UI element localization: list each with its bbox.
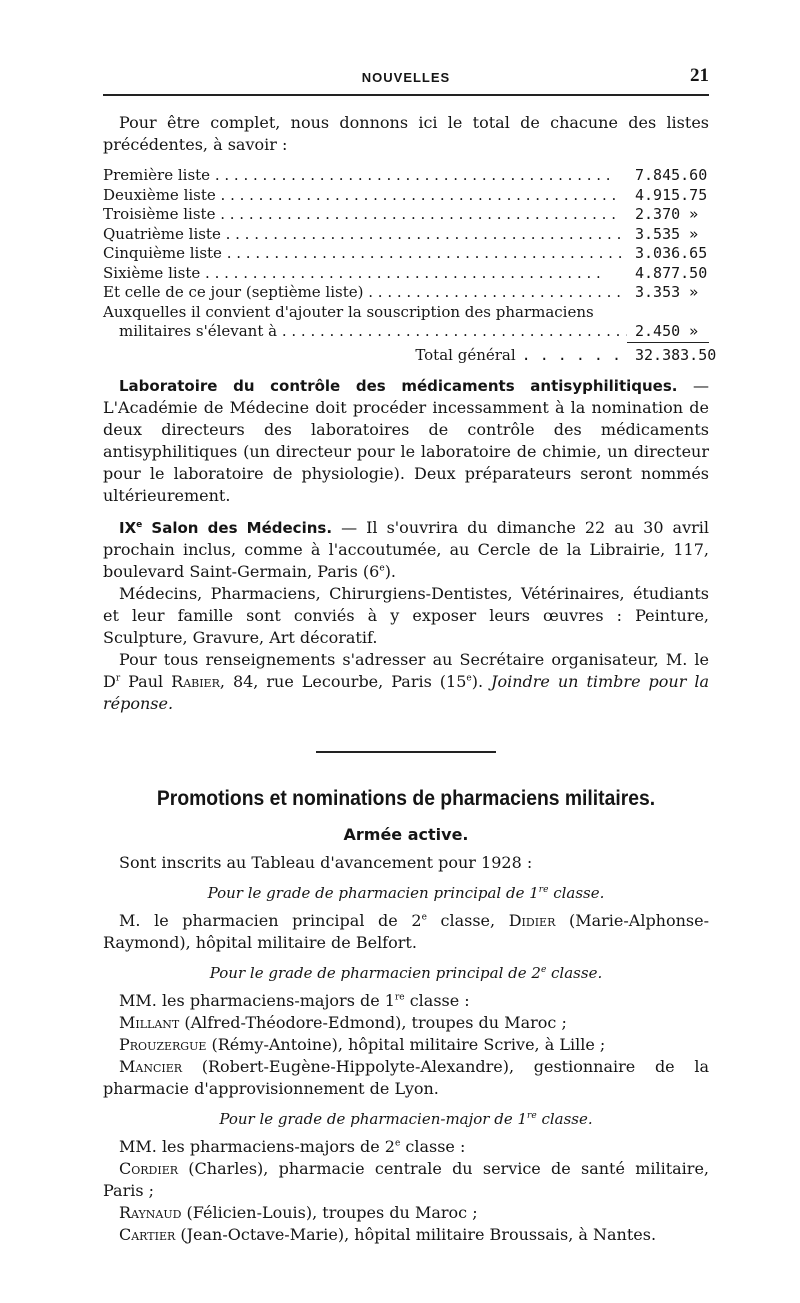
list-amount: 4.877.50 <box>635 263 708 282</box>
salon-p3-a: Pour tous renseignements s'adresser au Secrétaire organisateur, M. le D <box>103 650 709 691</box>
grade-heading-text: Pour le grade de pharmacien principal de 2 <box>209 964 541 982</box>
salon-p3-italic: Joindre un timbre pour la réponse. <box>103 672 710 713</box>
salon-p3-sup: r <box>115 673 121 684</box>
list-item <box>103 1202 709 1224</box>
salon-title-num: IX <box>119 519 137 537</box>
grade-heading-2 <box>103 964 709 982</box>
salon-p3-c: , 84, rue Lecourbe, Paris (15 <box>219 672 467 691</box>
list-item <box>103 1056 709 1100</box>
entry-text: (Charles), pharmacie centrale du service de santé militaire, Paris ; <box>103 1159 709 1200</box>
entry-text: classe : <box>404 991 470 1010</box>
page <box>103 62 717 1246</box>
entry-name: Didier <box>508 911 556 930</box>
promotions-title: Promotions et nominations de pharmaciens militaires. <box>156 787 656 810</box>
salon-paragraph-2: Médecins, Pharmaciens, Chirurgiens-Dentistes, Vétérinaires, étudiants et leur famille sont conviés à y exposer leurs œuvres : Peinture, Sculpture, Gravure, Art décoratif. <box>103 584 709 647</box>
extra-label: militaires s'élevant à . . . <box>103 322 627 342</box>
extra-line: Auxquelles il convient d'ajouter la souscription des pharmaciens <box>103 302 594 321</box>
list-item <box>103 1034 709 1056</box>
grade-heading-text: Pour le grade de pharmacien principal de 1 <box>207 884 539 902</box>
section-divider <box>316 751 496 753</box>
total-label: Total général <box>415 345 516 364</box>
lab-text: — L'Académie de Médecine doit procéder incessamment à la nomination de deux directeurs des laboratoires de contrôle des médicaments antisyphilitiques (un directeur pour le laboratoire de chimie, un directeur pour le laboratoire de physiologie). Deux préparateurs seront nommés ultérieurement. <box>103 376 709 505</box>
entry-text: (Robert-Eugène-Hippolyte-Alexandre), gestionnaire de la pharmacie d'approvisionnement de Lyon. <box>103 1057 709 1098</box>
subscription-list <box>103 166 717 365</box>
entry-name: Mancier <box>119 1057 183 1076</box>
grade-heading-end: classe. <box>546 964 603 982</box>
list-label: Première liste . . . <box>103 166 627 186</box>
list-amount: 3.535 » <box>635 224 699 243</box>
list-label: Sixième liste . . . <box>103 264 627 284</box>
salon-title-sup: e <box>136 520 143 530</box>
list-label: Quatrième liste . . . <box>103 225 627 245</box>
salon-paragraph-3 <box>103 649 709 715</box>
list-label: Cinquième liste . . . <box>103 244 627 264</box>
salon-paragraph <box>103 517 709 583</box>
grade-heading-sup: re <box>527 1111 537 1121</box>
total-row <box>103 345 717 366</box>
page-number: 21 <box>690 65 709 86</box>
entry-sup: e <box>394 1138 401 1149</box>
list-item <box>103 1012 709 1034</box>
entry-name: Millant <box>119 1013 180 1032</box>
intro-paragraph: Pour être complet, nous donnons ici le total de chacune des listes précédentes, à savoir : <box>103 113 709 154</box>
entry-text: classe : <box>400 1137 466 1156</box>
entry-text: (Rémy-Antoine), hôpital militaire Scrive, à Lille ; <box>206 1035 606 1054</box>
grade-heading-1 <box>103 884 709 902</box>
page-header <box>103 62 709 88</box>
grade-heading-text: Pour le grade de pharmacien-major de 1 <box>219 1110 528 1128</box>
header-rule <box>103 94 709 96</box>
entry-text: MM. les pharmaciens-majors de 1 <box>119 991 395 1010</box>
salon-p3-name: Rabier <box>171 672 220 691</box>
grade-heading-end: classe. <box>536 1110 593 1128</box>
promotions-intro: Sont inscrits au Tableau d'avancement pour 1928 : <box>119 853 533 872</box>
list-item <box>103 1224 709 1246</box>
entry-text: M. le pharmacien principal de 2 <box>119 911 422 930</box>
list-row <box>103 283 709 303</box>
list-row <box>103 264 709 284</box>
grade-heading-end: classe. <box>548 884 605 902</box>
list-row <box>103 166 709 186</box>
grade-heading-sup: re <box>538 885 549 895</box>
grade-heading-sup: e <box>540 965 547 975</box>
list-row <box>103 225 709 245</box>
list-row <box>103 186 709 206</box>
total-amount: 32.383.50 <box>635 345 717 364</box>
total-dots: . . . . . . <box>521 345 621 364</box>
salon-title <box>119 519 332 537</box>
list-item <box>103 1158 709 1202</box>
list-label: Deuxième liste . . . <box>103 186 627 206</box>
salon-text: — Il s'ouvrira du dimanche 22 au 30 avril prochain inclus, comme à l'accoutumée, au Cercle de la Librairie, 117, boulevard Saint-Germain, Paris (6 <box>103 518 710 581</box>
entry-text: (Jean-Octave-Marie), hôpital militaire Broussais, à Nantes. <box>175 1225 657 1244</box>
running-title: NOUVELLES <box>361 70 451 85</box>
promotions-subtitle: Armée active. <box>343 825 469 844</box>
entry-text: (Alfred-Théodore-Edmond), troupes du Maroc ; <box>179 1013 567 1032</box>
entry-text: (Marie-Alphonse-Raymond), hôpital militaire de Belfort. <box>103 911 710 952</box>
entry-name: Cordier <box>119 1159 179 1178</box>
list-amount: 7.845.60 <box>635 166 708 184</box>
salon-title-rest: Salon des Médecins. <box>142 519 333 537</box>
entry-name: Raynaud <box>119 1203 182 1222</box>
list-amount: 3.036.65 <box>635 244 708 262</box>
entry-sup: e <box>421 912 427 923</box>
list-label: Troisième liste . . . <box>103 205 627 225</box>
list-label: Et celle de ce jour (septième liste) . . . <box>103 283 627 303</box>
salon-text-sup: e <box>379 563 385 574</box>
salon-p3-d: ). <box>471 672 492 691</box>
salon-p3-sup2: e <box>466 673 472 684</box>
salon-p3-b: Paul <box>120 672 172 691</box>
entry-sup: re <box>394 992 405 1003</box>
list-amount: 2.370 » <box>635 205 699 223</box>
entry-text: MM. les pharmaciens-majors de 2 <box>119 1137 395 1156</box>
lab-title: Laboratoire du contrôle des médicaments antisyphilitiques. <box>119 377 678 395</box>
list-amount: 3.353 » <box>635 283 699 301</box>
lab-paragraph <box>103 375 709 507</box>
grade-3-intro <box>103 1136 709 1158</box>
salon-text-end: ). <box>384 562 397 581</box>
list-row-extra <box>103 322 709 343</box>
entry-text: (Félicien-Louis), troupes du Maroc ; <box>181 1203 478 1222</box>
grade-1-entry <box>103 910 709 954</box>
list-row <box>103 205 709 225</box>
entry-name: Cartier <box>119 1225 176 1244</box>
extra-amount: 2.450 » <box>627 322 709 343</box>
list-row <box>103 244 709 264</box>
grade-2-intro <box>103 990 709 1012</box>
entry-name: Prouzergue <box>119 1035 207 1054</box>
entry-text: classe, <box>426 911 509 930</box>
grade-heading-3 <box>103 1110 709 1128</box>
list-amount: 4.915.75 <box>635 185 708 204</box>
